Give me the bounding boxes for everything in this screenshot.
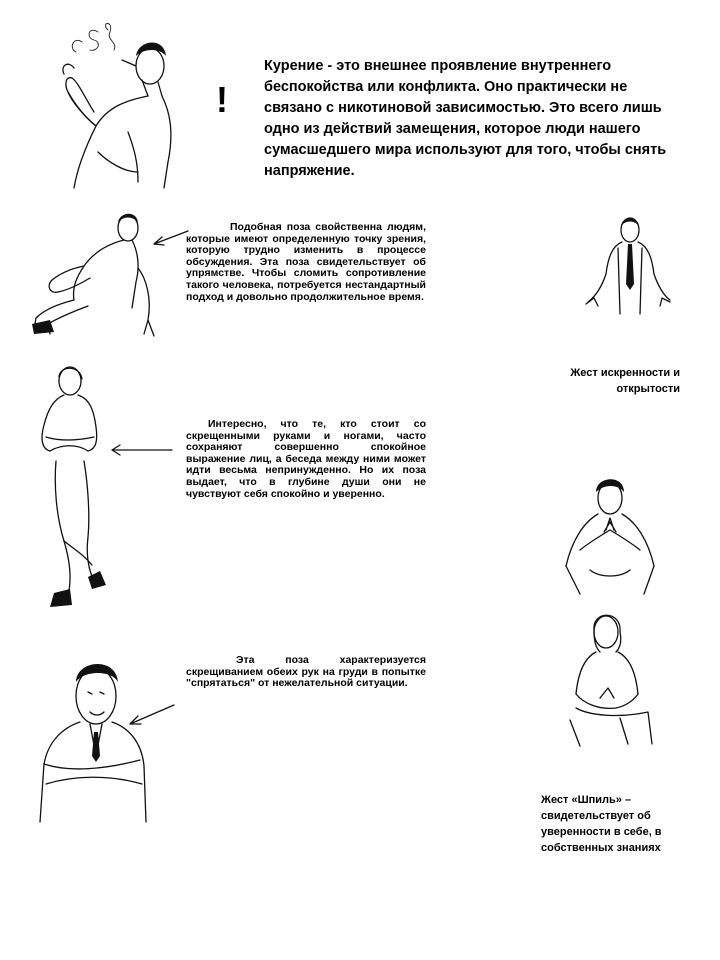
seated-woman-illustration — [560, 608, 660, 748]
crossed-arms-chest-paragraph: Эта поза характеризуется скрещиванием обеих рук на груди в попытке "спрятаться" от нежелательной ситуации. — [186, 654, 426, 690]
intro-text: Курение - это внешнее проявление внутреннего беспокойства или конфликта. Оно практически не связано с никотиновой зависимостью. Это всего лишь одно из действий замещения, которое люди нашего сумасшедшего мира используют для того, чтобы снять напряжение. — [264, 58, 667, 179]
seated-man-illustration — [28, 208, 158, 338]
seated-pose-paragraph: Подобная поза свойственна людям, которые имеют определенную точку зрения, которую трудно изменить в процессе обсуждения. Эта поза свидетельствует об упрямстве. Чтобы сломить сопротивление такого человека, потребуется нестандартный подход и довольно продолжительное время. — [186, 221, 426, 303]
steeple-caption: Жест «Шпиль» – свидетельствует об уверенности в себе, в собственных знаниях — [541, 794, 662, 854]
exclamation-mark: ! — [216, 79, 228, 120]
arrow-to-seated-man — [150, 228, 190, 248]
crossed-arms-legs-paragraph: Интересно, что те, кто стоит со скрещенными руками и ногами, часто сохраняют совершенно спокойное выражение лиц, а беседа между ними может идти весьма непринужденно. Но их поза выдает, что в глубине души они не чувствуют себя спокойно и уверенно. — [186, 418, 426, 500]
open-palms-man-illustration — [582, 214, 672, 324]
crossed-arms-man-illustration — [32, 652, 152, 832]
arrow-to-crossed-legs-woman — [108, 442, 174, 458]
smoking-man-illustration — [38, 22, 188, 192]
crossed-legs-woman-illustration — [30, 365, 120, 610]
arrow-to-crossed-arms-man — [126, 702, 176, 728]
steeple-man-illustration — [560, 470, 660, 600]
open-palms-caption: Жест искренности и открытости — [570, 367, 680, 395]
